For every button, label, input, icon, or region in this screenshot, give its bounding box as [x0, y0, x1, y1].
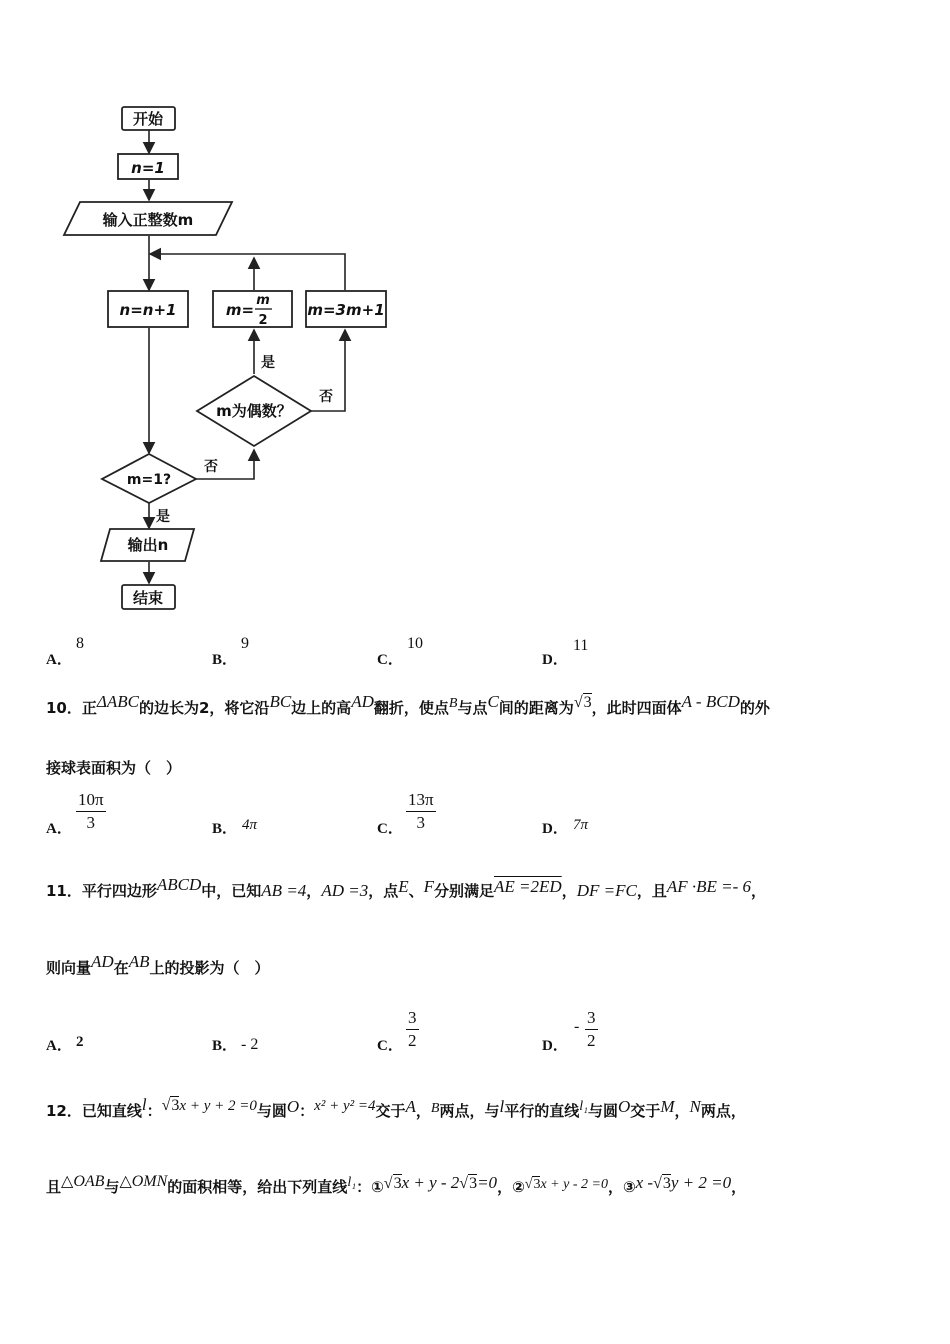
q11-option-a-value: 2 — [76, 1034, 84, 1050]
output-label: 输出n — [127, 536, 169, 554]
flowchart — [0, 0, 420, 630]
q11-option-a-letter: A． — [46, 1038, 72, 1054]
q10-option-a-letter: A． — [46, 821, 72, 837]
q11-line2: 则向量AD在AB上的投影为（ ） — [46, 952, 270, 977]
q11-option-b-letter: B． — [212, 1038, 238, 1054]
q12-line1: 12．已知直线l：√3x + y + 2 =0与圆O：x² + y² =4交于A，B两点，与l平行的直线l₁与圆O交于M，N两点， — [46, 1095, 746, 1120]
q9-option-d-letter: D． — [542, 652, 568, 668]
q11-option-d-fraction: $\frac{3}{2}$ — [587, 1008, 596, 1050]
q10-line2: 接球表面积为（ ） — [46, 759, 182, 777]
q9-option-c-value: 10 — [407, 635, 423, 652]
yes-label-even: 是 — [261, 355, 275, 371]
q11-option-c-fraction: $\frac{3}{2}$ — [408, 1008, 417, 1050]
q10-option-b-value: 4π — [242, 817, 258, 833]
q10-option-b-letter: B． — [212, 821, 238, 837]
q11-option-d-letter: D． — [542, 1038, 568, 1054]
q9-option-a-letter: A． — [46, 652, 72, 668]
start-label: 开始 — [132, 110, 164, 128]
q10-option-d-value: 7π — [573, 817, 589, 833]
q10-option-d-letter: D． — [542, 821, 568, 837]
q11-line1: 11．平行四边形ABCD中，已知AB =4，AD =3，点E、F分别满足AE =2ED，DF =FC，且AF ·BE =- 6， — [46, 875, 767, 900]
q11-option-b-value: - 2 — [241, 1036, 259, 1053]
q9-option-b-value: 9 — [241, 635, 249, 652]
q9-option-c-letter: C． — [377, 652, 403, 668]
q9-option-d-value: 11 — [573, 637, 589, 654]
no-label-even: 否 — [319, 389, 333, 405]
no-label-one: 否 — [204, 459, 218, 475]
q12-line2: 且△OAB与△OMN的面积相等，给出下列直线l₁：①√3x + y - 2√3=0，②√3x + y - 2 =0，③x -√3y + 2 =0， — [46, 1173, 747, 1196]
step-half-lhs: m= — [225, 301, 255, 319]
init-label: n=1 — [131, 159, 165, 177]
yes-label-one: 是 — [156, 509, 170, 525]
q9-option-a-value: 8 — [76, 635, 84, 652]
step-n-label: n=n+1 — [119, 301, 177, 319]
input-label: 输入正整数m — [102, 211, 194, 229]
q10-option-c-fraction: $\frac{13\pi}{3}$ — [408, 790, 434, 832]
step-half-num: m — [256, 293, 270, 308]
cond-one-label: m=1? — [126, 472, 172, 488]
cond-even-label: m为偶数？ — [216, 402, 292, 420]
q10-option-a-fraction: $\frac{10\pi}{3}$ — [78, 790, 104, 832]
step-triple-label: m=3m+1 — [307, 301, 385, 319]
flow-arrow — [150, 254, 345, 290]
end-label: 结束 — [132, 589, 164, 607]
q9-option-b-letter: B． — [212, 652, 238, 668]
q11-option-d-sign: - — [574, 1018, 580, 1035]
q10-line1: 10．正ΔABC的边长为2，将它沿BC边上的高AD翻折，使点B与点C间的距离为√3，此时四面体A - BCD的外 — [46, 692, 770, 717]
q10-option-c-letter: C． — [377, 821, 403, 837]
step-half-den: 2 — [258, 313, 268, 328]
q11-option-c-letter: C． — [377, 1038, 403, 1054]
